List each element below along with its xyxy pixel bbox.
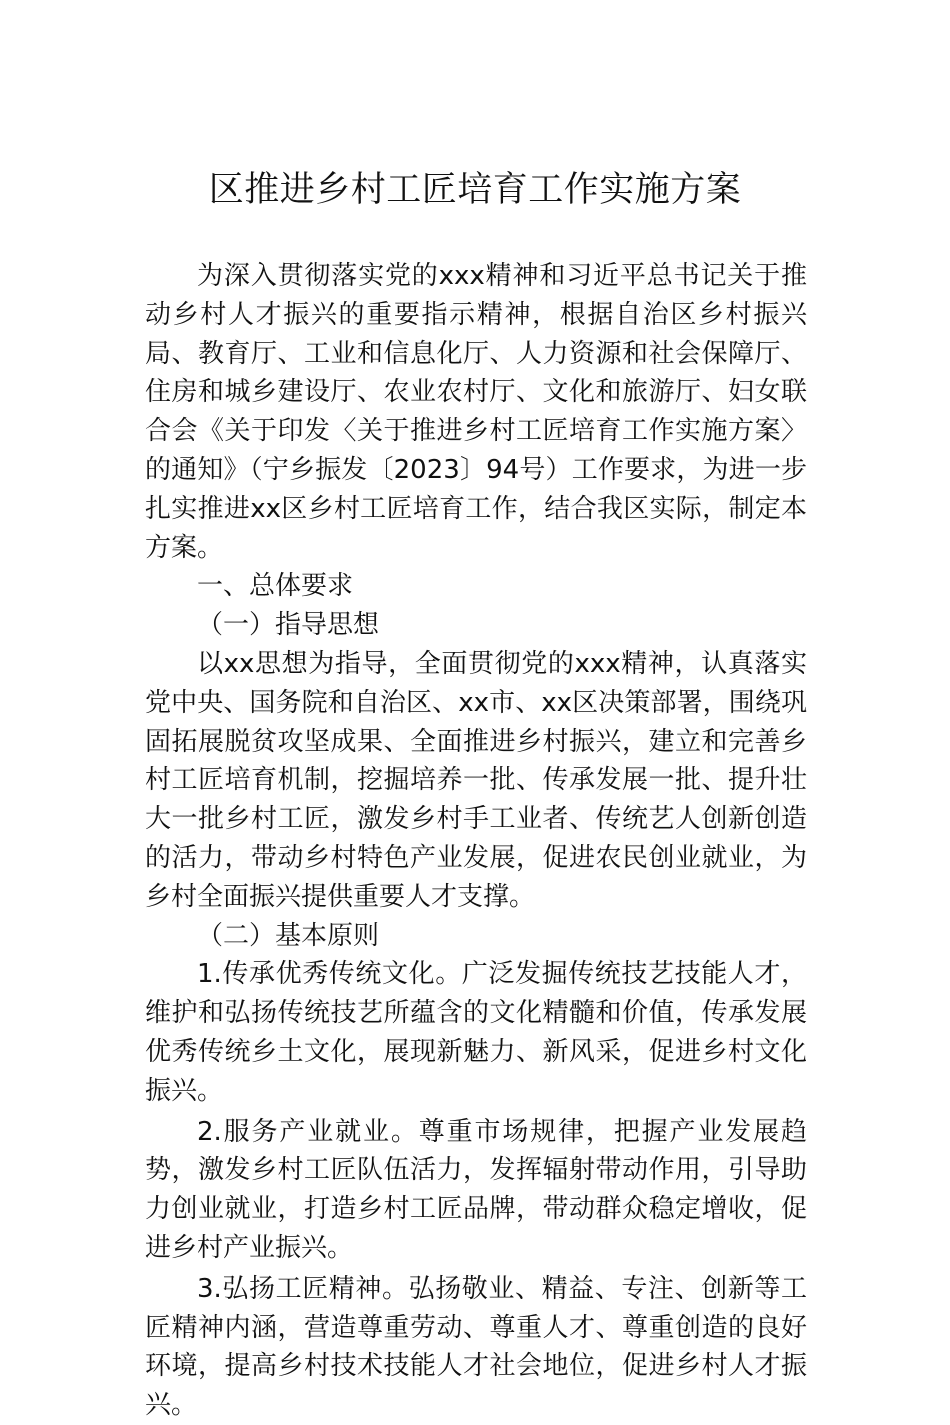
document-title: 区推进乡村工匠培育工作实施方案 (208, 170, 742, 210)
intro-paragraph: 为深入贯彻落实党的xxx精神和习近平总书记关于推动乡村人才振兴的重要指示精神，根据自治区乡村振兴局、教育厅、工业和信息化厅、人力资源和社会保障厅、住房和城乡建设厅、农业农村厅、文化和旅游厅、妇女联合会《关于印发〈关于推进乡村工匠培育工作实施方案〉的通知》（宁乡振发〔2023〕94号）工作要求，为进一步扎实推进xx区乡村工匠培育工作，结合我区实际，制定本方案。 (145, 261, 807, 563)
principle-paragraph-3: 3.弘扬工匠精神。弘扬敬业、精益、专注、创新等工匠精神内涵，营造尊重劳动、尊重人才、尊重创造的良好环境，提高乡村技术技能人才社会地位，促进乡村人才振兴。 (145, 1273, 807, 1421)
principle-paragraph-1: 1.传承优秀传统文化。广泛发掘传统技艺技能人才，维护和弘扬传统技艺所蕴含的文化精髓和价值，传承发展优秀传统乡土文化，展现新魅力、新风采，促进乡村文化振兴。 (145, 959, 807, 1106)
section-heading-general-requirements: 一、总体要求 (197, 571, 354, 602)
guiding-thought-paragraph: 以xx思想为指导，全面贯彻党的xxx精神，认真落实党中央、国务院和自治区、xx市、xx区决策部署，围绕巩固拓展脱贫攻坚成果、全面推进乡村振兴，建立和完善乡村工匠培育机制，挖掘培养一批、传承发展一批、提升壮大一批乡村工匠，激发乡村手工业者、传统艺人创新创造的活力，带动乡村特色产业发展，促进农民创业就业，为乡村全面振兴提供重要人才支撑。 (145, 648, 807, 912)
subsection-heading-guiding-thought: （一）指导思想 (197, 610, 380, 641)
principle-paragraph-2: 2.服务产业就业。尊重市场规律，把握产业发展趋势，激发乡村工匠队伍活力，发挥辐射带动作用，引导助力创业就业，打造乡村工匠品牌，带动群众稳定增收，促进乡村产业振兴。 (145, 1116, 807, 1263)
document-body (145, 257, 807, 1425)
subsection-heading-basic-principles: （二）基本原则 (197, 920, 380, 951)
